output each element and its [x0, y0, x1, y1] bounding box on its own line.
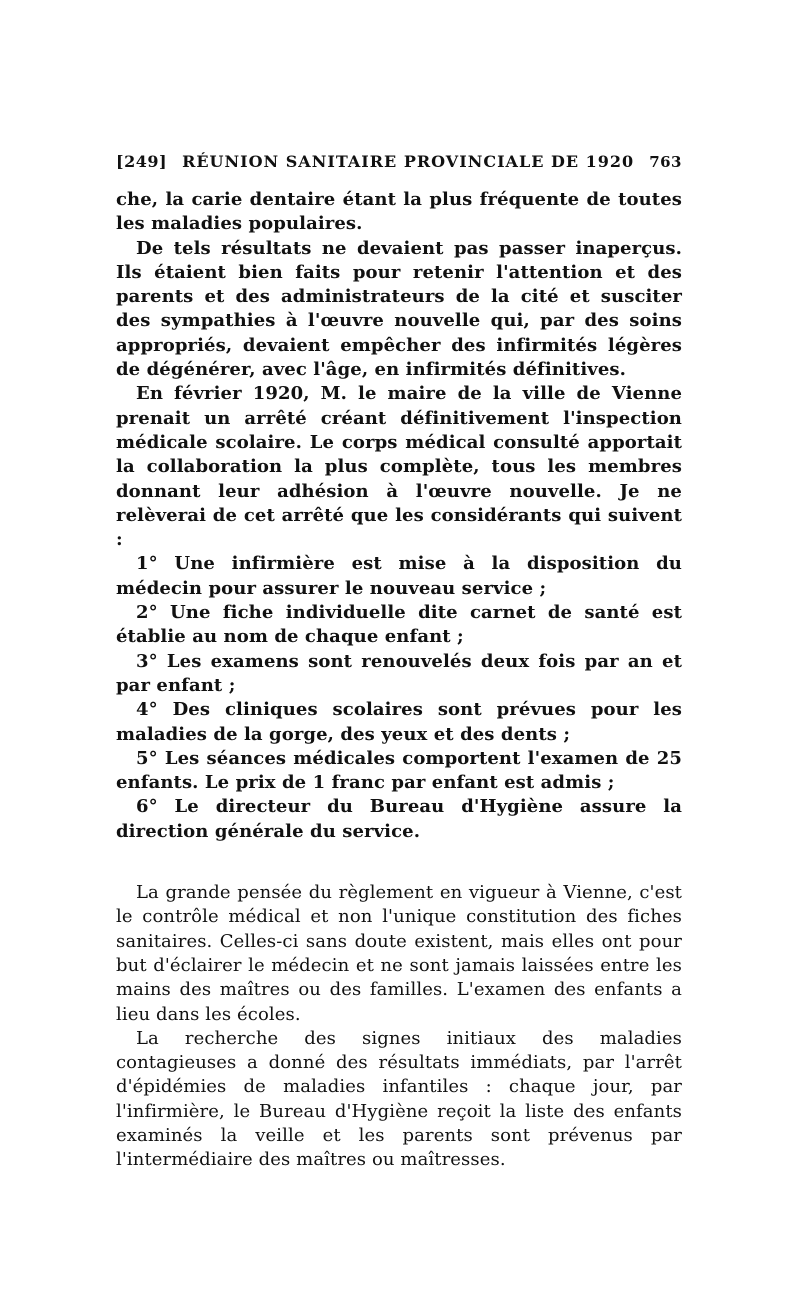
- paragraph: En février 1920, M. le maire de la ville de Vienne prenait un arrêté créant définitivement l'inspection médicale scolaire. Le corps médical consulté apportait la collaboration la plus complète, tous les membres donnant leur adhésion à l'œuvre nouvelle. Je ne relèverai de cet arrêté que les considérants qui suivent :: [116, 383, 682, 551]
- running-title: RÉUNION SANITAIRE PROVINCIALE DE 1920: [182, 152, 635, 171]
- list-item: 5° Les séances médicales comportent l'examen de 25 enfants. Le prix de 1 franc par enfant est admis ;: [116, 747, 682, 794]
- list-item: 4° Des cliniques scolaires sont prévues pour les maladies de la gorge, des yeux et des dents ;: [116, 699, 682, 745]
- list-item: 2° Une fiche individuelle dite carnet de santé est établie au nom de chaque enfant ;: [116, 602, 682, 648]
- section-reference: [249]: [116, 152, 168, 171]
- page: [116, 152, 682, 1173]
- list-item: 3° Les examens sont renouvelés deux fois par an et par enfant ;: [116, 650, 682, 696]
- body-text-top: [116, 188, 682, 844]
- list-item: 6° Le directeur du Bureau d'Hygiène assure la direction générale du service.: [116, 796, 682, 842]
- running-header: [116, 152, 682, 178]
- paragraph: La recherche des signes initiaux des maladies contagieuses a donné des résultats immédiats, par l'arrêt d'épidémies de maladies infantiles : chaque jour, par l'infirmière, le Bureau d'Hygiène reçoit la liste des enfants examinés la veille et les parents sont prévenus par l'intermédiaire des maîtres ou maîtresses.: [116, 1027, 682, 1171]
- list-item: 1° Une infirmière est mise à la disposition du médecin pour assurer le nouveau service ;: [116, 553, 682, 599]
- paragraph: De tels résultats ne devaient pas passer inaperçus. Ils étaient bien faits pour retenir l'attention et des parents et des administrateurs de la cité et susciter des sympathies à l'œuvre nouvelle qui, par des soins appropriés, devaient empêcher des infirmités légères de dégénérer, avec l'âge, en infirmités définitives.: [116, 237, 682, 381]
- body-text-bottom: [116, 881, 682, 1173]
- page-number: 763: [649, 153, 682, 171]
- paragraph: che, la carie dentaire étant la plus fréquente de toutes les maladies populaires.: [116, 189, 682, 235]
- paragraph: La grande pensée du règlement en vigueur à Vienne, c'est le contrôle médical et non l'unique constitution des fiches sanitaires. Celles-ci sans doute existent, mais elles ont pour but d'éclairer le médecin et ne sont jamais laissées entre les mains des maîtres ou des familles. L'examen des enfants a lieu dans les écoles.: [116, 882, 682, 1025]
